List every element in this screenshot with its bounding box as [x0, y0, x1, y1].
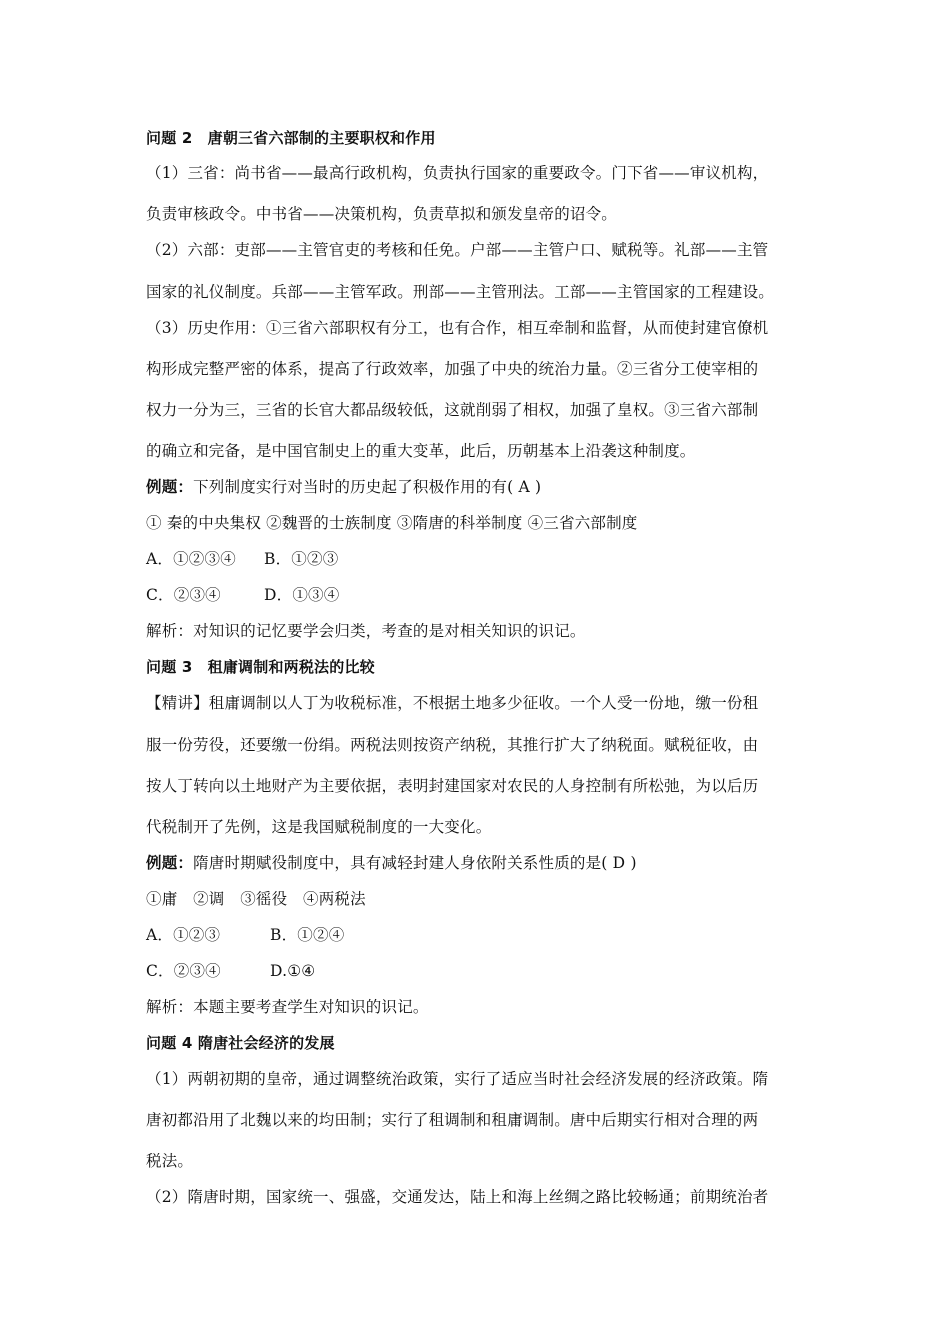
example-question-1	[146, 477, 541, 497]
option-b: B．①②③	[264, 550, 339, 568]
options-row	[146, 925, 344, 945]
options-row	[146, 961, 315, 981]
paragraph-line: 按人丁转向以土地财产为主要依据，表明封建国家对农民的人身控制有所松弛，为以后历	[146, 777, 759, 795]
paragraph-line: 税法。	[146, 1152, 194, 1170]
paragraph-line: （2）隋唐时期，国家统一、强盛，交通发达，陆上和海上丝绸之路比较畅通；前期统治者	[146, 1188, 769, 1206]
section-title-q2: 问题 2 唐朝三省六部制的主要职权和作用	[146, 129, 436, 147]
example-items: ①庸 ②调 ③徭役 ④两税法	[146, 890, 366, 908]
paragraph-line: 构形成完整严密的体系，提高了行政效率，加强了中央的统治力量。②三省分工使宰相的	[146, 360, 759, 378]
paragraph-line: （1）三省：尚书省——最高行政机构，负责执行国家的重要政令。门下省——审议机构，	[146, 164, 769, 182]
example-stem: 下列制度实行对当时的历史起了积极作用的有( A )	[193, 478, 542, 496]
paragraph-line: 国家的礼仪制度。兵部——主管军政。刑部——主管刑法。工部——主管国家的工程建设。	[146, 283, 775, 301]
option-c: C．②③④	[146, 586, 221, 604]
paragraph-line: 负责审核政令。中书省——决策机构，负责草拟和颁发皇帝的诏令。	[146, 205, 618, 223]
paragraph-line: 权力一分为三，三省的长官大都品级较低，这就削弱了相权，加强了皇权。③三省六部制	[146, 401, 759, 419]
example-label: 例题：	[146, 478, 194, 496]
example-label: 例题：	[146, 854, 194, 872]
example-items: ① 秦的中央集权 ②魏晋的士族制度 ③隋唐的科举制度 ④三省六部制度	[146, 514, 638, 532]
paragraph-line: 【精讲】租庸调制以人丁为收税标准，不根据土地多少征收。一个人受一份地，缴一份租	[146, 694, 759, 712]
analysis-text: 解析：对知识的记忆要学会归类，考查的是对相关知识的识记。	[146, 622, 586, 640]
analysis-text: 解析：本题主要考查学生对知识的识记。	[146, 998, 429, 1016]
section-title-q4: 问题 4 隋唐社会经济的发展	[146, 1034, 335, 1052]
options-row	[146, 549, 338, 569]
paragraph-line: （3）历史作用：①三省六部职权有分工，也有合作，相互牵制和监督，从而使封建官僚机	[146, 319, 769, 337]
example-stem: 隋唐时期赋役制度中，具有减轻封建人身依附关系性质的是( D )	[193, 854, 637, 872]
example-question-2	[146, 853, 637, 873]
option-c: C．②③④	[146, 962, 221, 980]
paragraph-line: 唐初都沿用了北魏以来的均田制；实行了租调制和租庸调制。唐中后期实行相对合理的两	[146, 1111, 759, 1129]
section-title-q3: 问题 3 租庸调制和两税法的比较	[146, 658, 375, 676]
paragraph-line: 的确立和完备，是中国官制史上的重大变革，此后，历朝基本上沿袭这种制度。	[146, 442, 696, 460]
option-a: A．①②③④	[146, 550, 236, 568]
paragraph-line: 服一份劳役，还要缴一份绢。两税法则按资产纳税，其推行扩大了纳税面。赋税征收，由	[146, 736, 759, 754]
option-d: D.①④	[270, 962, 316, 980]
paragraph-line: （2）六部：吏部——主管官吏的考核和任免。户部——主管户口、赋税等。礼部——主管	[146, 241, 769, 259]
paragraph-line: （1）两朝初期的皇帝，通过调整统治政策，实行了适应当时社会经济发展的经济政策。隋	[146, 1070, 769, 1088]
paragraph-line: 代税制开了先例，这是我国赋税制度的一大变化。	[146, 818, 492, 836]
option-d: D．①③④	[264, 586, 340, 604]
options-row	[146, 585, 339, 605]
option-a: A．①②③	[146, 926, 221, 944]
option-b: B．①②④	[270, 926, 345, 944]
